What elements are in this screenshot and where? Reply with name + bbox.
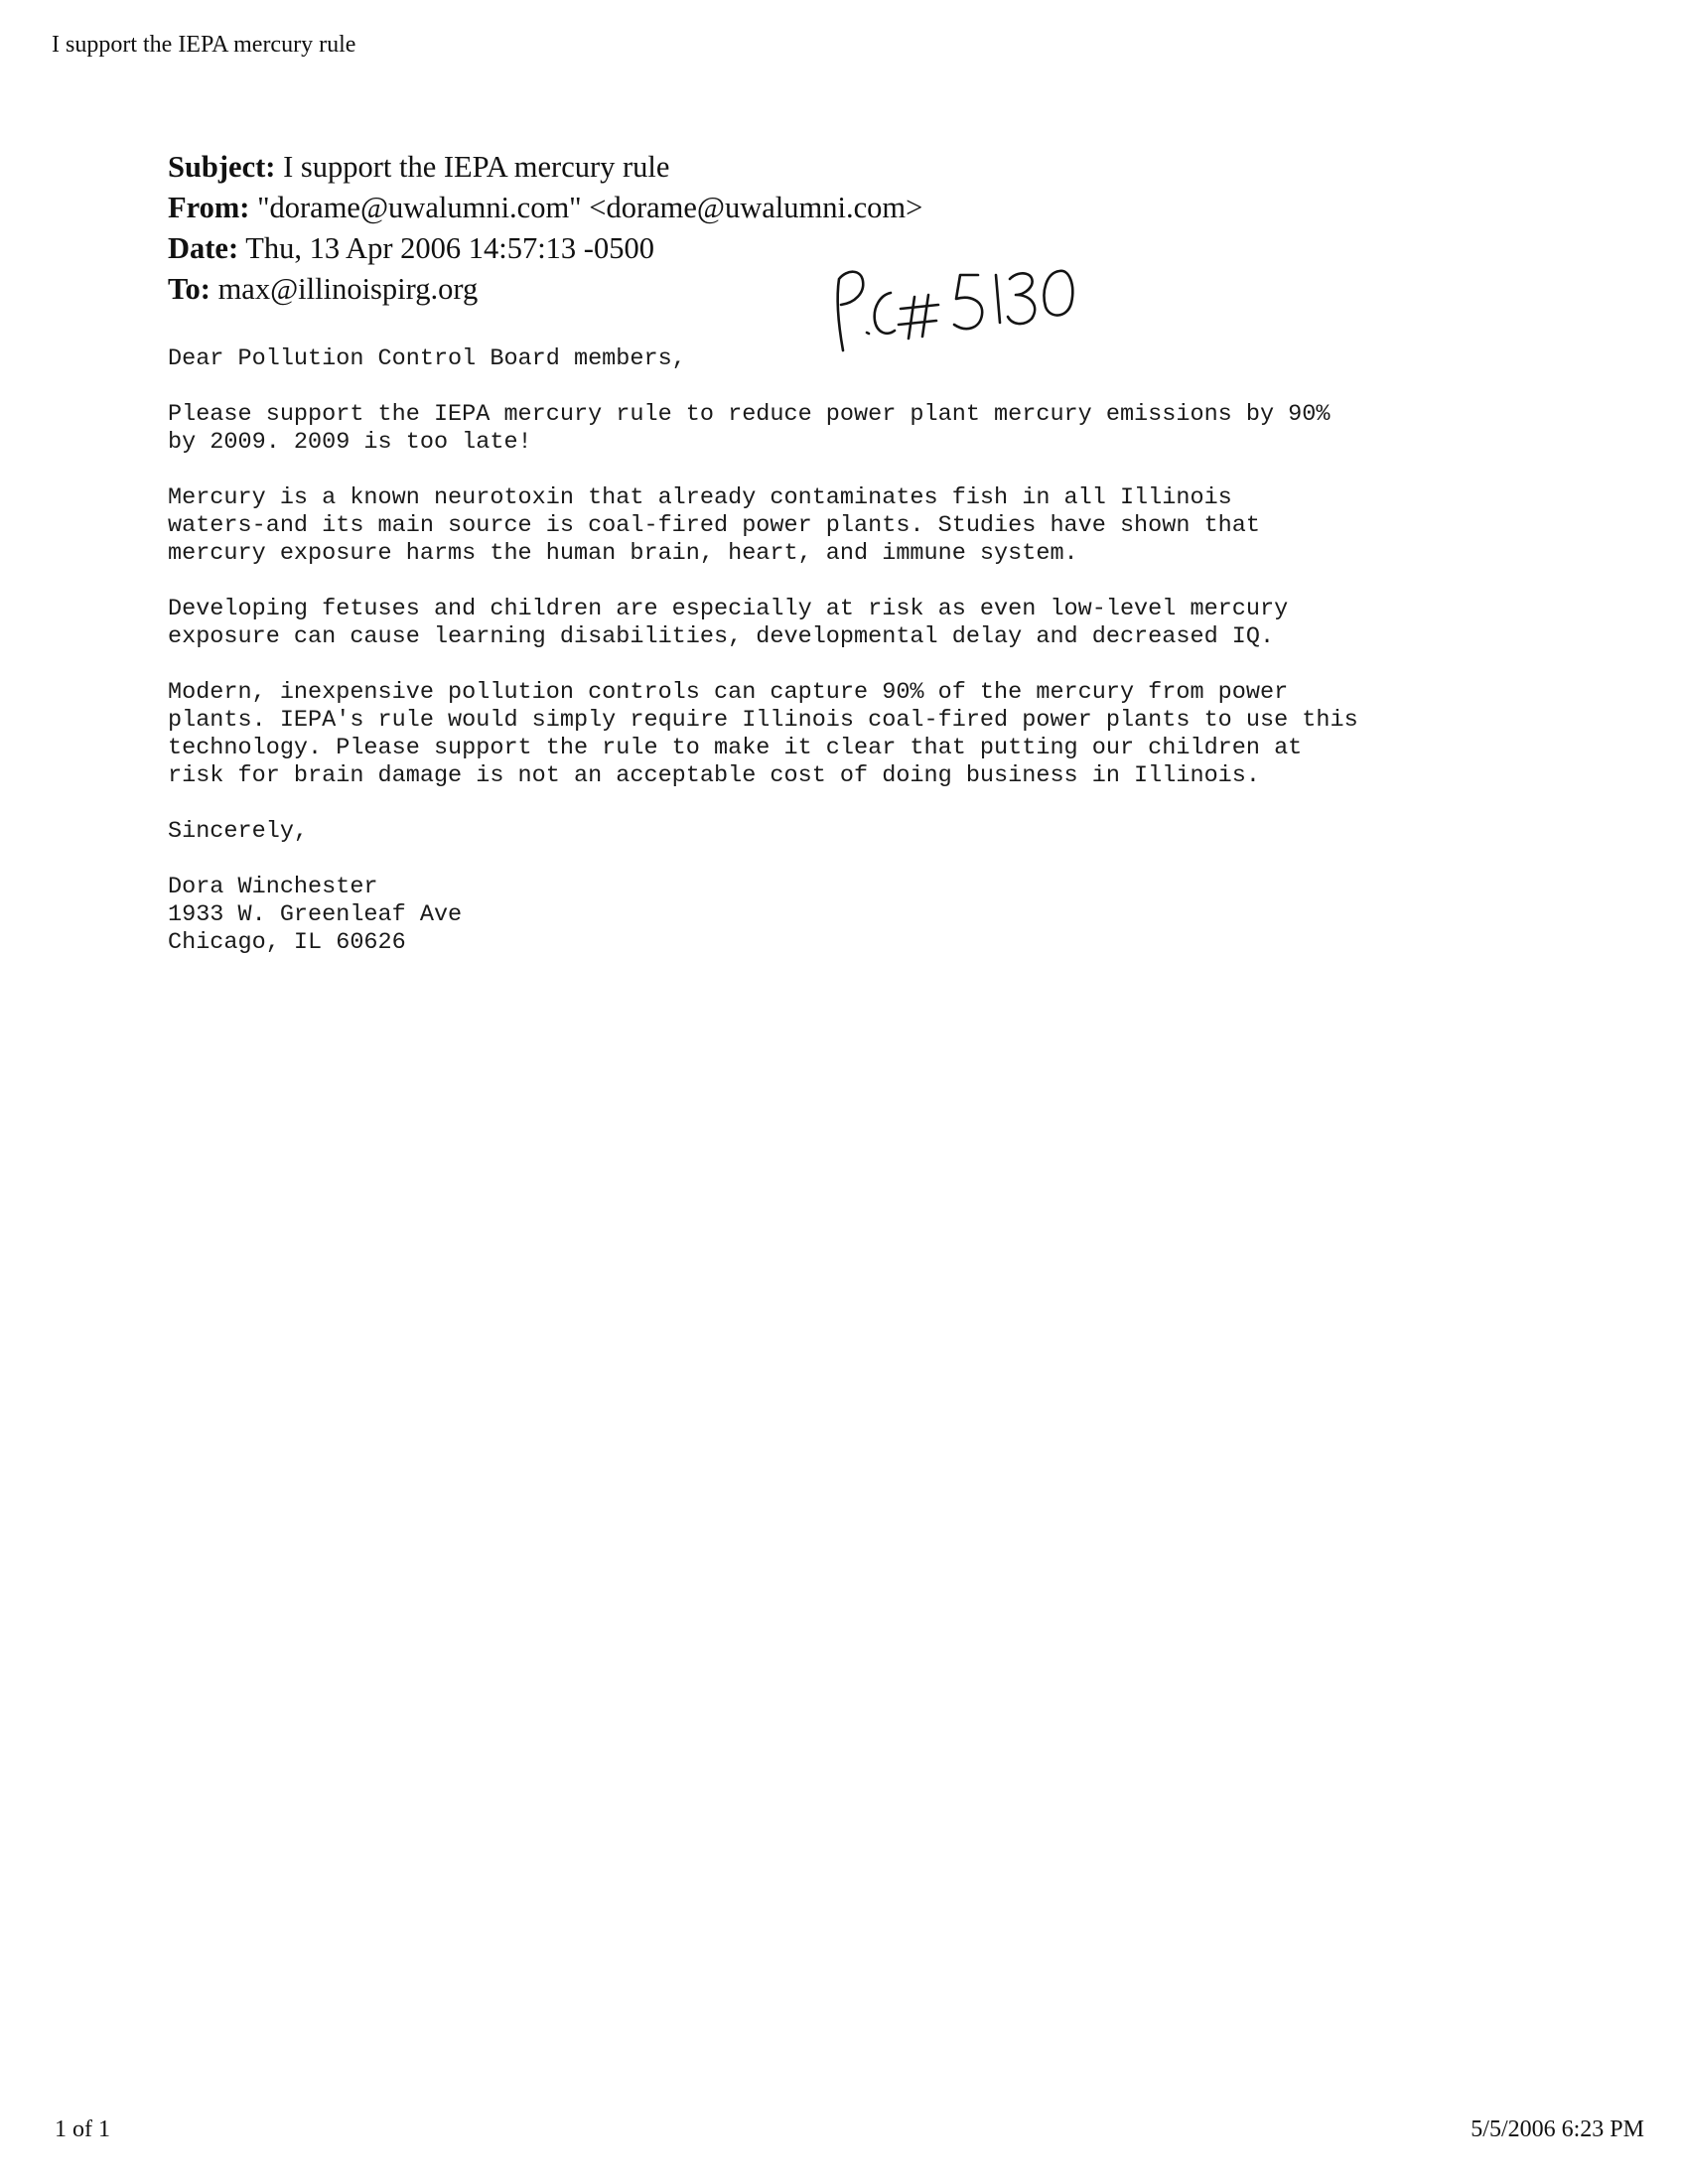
signature-block [168, 874, 1657, 957]
to-row [168, 269, 922, 310]
to-value: max@illinoispirg.org [217, 272, 479, 306]
signature-street: 1933 W. Greenleaf Ave [168, 901, 463, 928]
from-label: From: [168, 191, 250, 224]
page-header-title: I support the IEPA mercury rule [52, 32, 356, 58]
closing: Sincerely, [168, 818, 309, 845]
from-value: "dorame@uwalumni.com" <dorame@uwalumni.com> [257, 191, 923, 224]
paragraph-3: Developing fetuses and children are especially at risk as even low-level mercury exposure can cause learning disabilities, developmental delay and decreased IQ. [168, 596, 1289, 650]
date-value: Thu, 13 Apr 2006 14:57:13 -0500 [245, 231, 654, 265]
signature-name: Dora Winchester [168, 874, 378, 900]
letter-body [168, 345, 1657, 957]
date-label: Date: [168, 231, 239, 265]
email-headers [168, 147, 922, 310]
paragraph-1: Please support the IEPA mercury rule to reduce power plant mercury emissions by 90% by 2009. 2009 is too late! [168, 401, 1331, 456]
subject-row [168, 147, 922, 188]
paragraph-4: Modern, inexpensive pollution controls can capture 90% of the mercury from power plants. IEPA's rule would simply require Illinois coal-fired power plants to use this technology. Please support the rule to make it clear that putting our children at risk for brain damage is not an acceptable cost of doing business in Illinois. [168, 679, 1358, 789]
subject-value: I support the IEPA mercury rule [283, 150, 670, 184]
subject-label: Subject: [168, 150, 276, 184]
from-row [168, 188, 922, 228]
page-count: 1 of 1 [55, 2116, 110, 2142]
to-label: To: [168, 272, 210, 306]
date-row [168, 228, 922, 269]
print-timestamp: 5/5/2006 6:23 PM [1471, 2116, 1644, 2142]
signature-city: Chicago, IL 60626 [168, 929, 406, 956]
salutation: Dear Pollution Control Board members, [168, 345, 686, 372]
paragraph-2: Mercury is a known neurotoxin that already contaminates fish in all Illinois waters-and its main source is coal-fired power plants. Studies have shown that mercury exposure harms the human brain, heart, and immune system. [168, 484, 1260, 567]
